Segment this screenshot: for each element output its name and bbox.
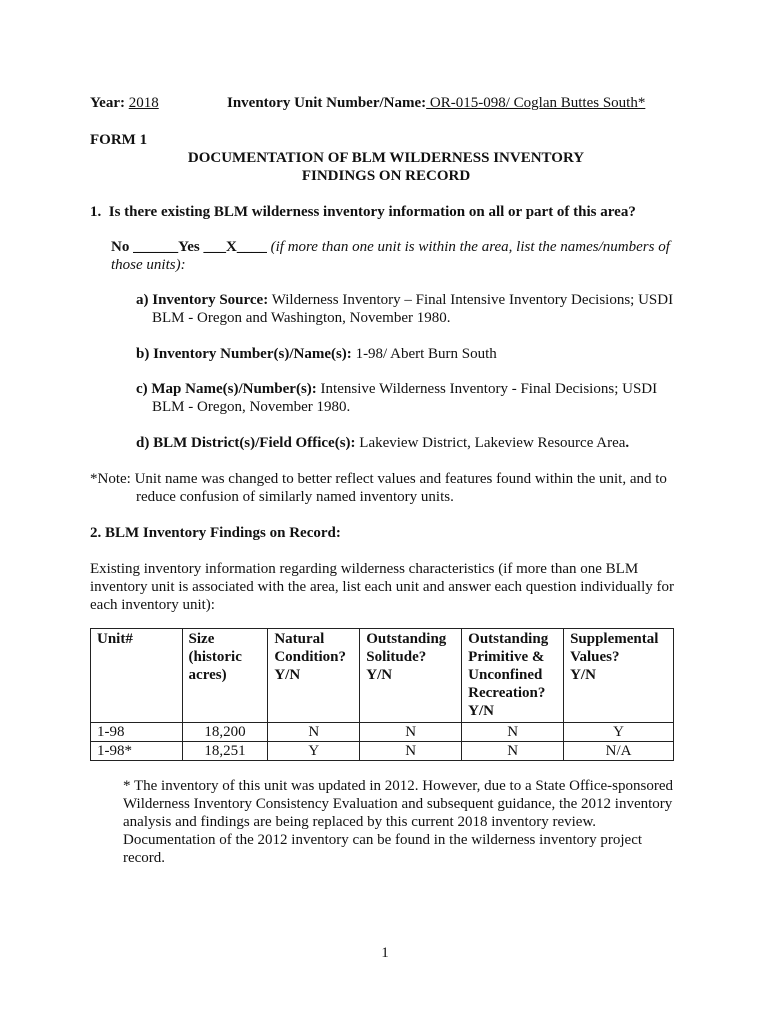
item-c — [136, 380, 657, 399]
item-a-text: Wilderness Inventory – Final Intensive Inventory Decisions; USDI — [268, 292, 674, 308]
item-d-period: . — [625, 435, 630, 451]
cell-natural: N — [268, 723, 360, 742]
inventory-unit-value: OR-015-098/ Coglan Buttes South* — [426, 95, 646, 111]
cell-size: 18,200 — [182, 723, 268, 742]
q2-paragraph-line2: inventory unit is associated with the area, list each unit and answer each question individually for — [90, 579, 675, 595]
question-1 — [90, 203, 636, 222]
item-a-label: a) Inventory Source: — [136, 292, 269, 308]
note-line2: reduce confusion of similarly named inventory units. — [136, 489, 454, 505]
question-1-number: 1. — [90, 204, 102, 220]
cell-unit: 1-98* — [91, 742, 183, 761]
cell-recreation: N — [462, 742, 564, 761]
cell-unit: 1-98 — [91, 723, 183, 742]
no-blank: ______ — [133, 239, 179, 255]
footnote-line1: * The inventory of this unit was updated in 2012. However, due to a State Office-sponsored — [123, 778, 673, 794]
item-c-text-cont: BLM - Oregon, November 1980. — [152, 399, 351, 415]
item-d-text: Lakeview District, Lakeview Resource Area — [355, 435, 626, 451]
page-number: 1 — [381, 945, 389, 961]
form-label: FORM 1 — [90, 132, 148, 148]
table-header-row — [91, 629, 674, 723]
q2-paragraph-line1: Existing inventory information regarding wilderness characteristics (if more than one BLM — [90, 561, 639, 577]
item-a — [136, 291, 673, 310]
year-value: 2018 — [128, 95, 159, 111]
inventory-unit-field — [227, 94, 645, 113]
header-outstanding-solitude: Outstanding Solitude? Y/N — [360, 629, 462, 723]
question-1-answer — [111, 238, 670, 257]
header-outstanding-recreation: Outstanding Primitive & Unconfined Recreation? Y/N — [462, 629, 564, 723]
header-supplemental-values: Supplemental Values? Y/N — [564, 629, 674, 723]
answer-instruction: (if more than one unit is within the area, list the names/numbers of — [270, 239, 670, 255]
table-row — [91, 742, 674, 761]
cell-supplemental: Y — [564, 723, 674, 742]
cell-recreation: N — [462, 723, 564, 742]
item-c-label: c) Map Name(s)/Number(s): — [136, 381, 317, 397]
header-natural-condition: Natural Condition? Y/N — [268, 629, 360, 723]
no-label: No — [111, 239, 130, 255]
table-row — [91, 723, 674, 742]
cell-supplemental: N/A — [564, 742, 674, 761]
item-b-label: b) Inventory Number(s)/Name(s): — [136, 346, 352, 362]
item-d — [136, 434, 629, 453]
question-2-heading: 2. BLM Inventory Findings on Record: — [90, 525, 341, 541]
q2-paragraph-line3: each inventory unit): — [90, 597, 215, 613]
footnote-line2: Wilderness Inventory Consistency Evaluation and subsequent guidance, the 2012 inventory — [123, 796, 673, 812]
cell-solitude: N — [360, 723, 462, 742]
year-label: Year: — [90, 95, 125, 111]
yes-label: Yes — [178, 239, 200, 255]
cell-solitude: N — [360, 742, 462, 761]
header-unit: Unit# — [91, 629, 183, 723]
cell-natural: Y — [268, 742, 360, 761]
document-title-line2: FINDINGS ON RECORD — [301, 168, 471, 184]
header-size: Size (historic acres) — [182, 629, 268, 723]
cell-size: 18,251 — [182, 742, 268, 761]
inventory-unit-label: Inventory Unit Number/Name: — [227, 95, 427, 111]
footnote-line4: Documentation of the 2012 inventory can be found in the wilderness inventory project — [123, 832, 643, 848]
item-b — [136, 345, 497, 364]
findings-table — [90, 628, 674, 761]
yes-value: ___X____ — [203, 239, 267, 255]
year-field — [90, 94, 159, 113]
footnote-line3: analysis and findings are being replaced by this current 2018 inventory review. — [123, 814, 597, 830]
answer-instruction-cont: those units): — [111, 257, 186, 273]
note-line1: *Note: Unit name was changed to better reflect values and features found within the unit, and to — [90, 471, 667, 487]
item-d-label: d) BLM District(s)/Field Office(s): — [136, 435, 356, 451]
footnote-line5: record. — [123, 850, 166, 866]
question-1-text: Is there existing BLM wilderness inventory information on all or part of this area? — [108, 204, 636, 220]
item-c-text: Intensive Wilderness Inventory - Final Decisions; USDI — [316, 381, 658, 397]
document-title-line1: DOCUMENTATION OF BLM WILDERNESS INVENTORY — [187, 150, 585, 166]
item-a-text-cont: BLM - Oregon and Washington, November 1980. — [152, 310, 451, 326]
item-b-text: 1-98/ Abert Burn South — [351, 346, 497, 362]
